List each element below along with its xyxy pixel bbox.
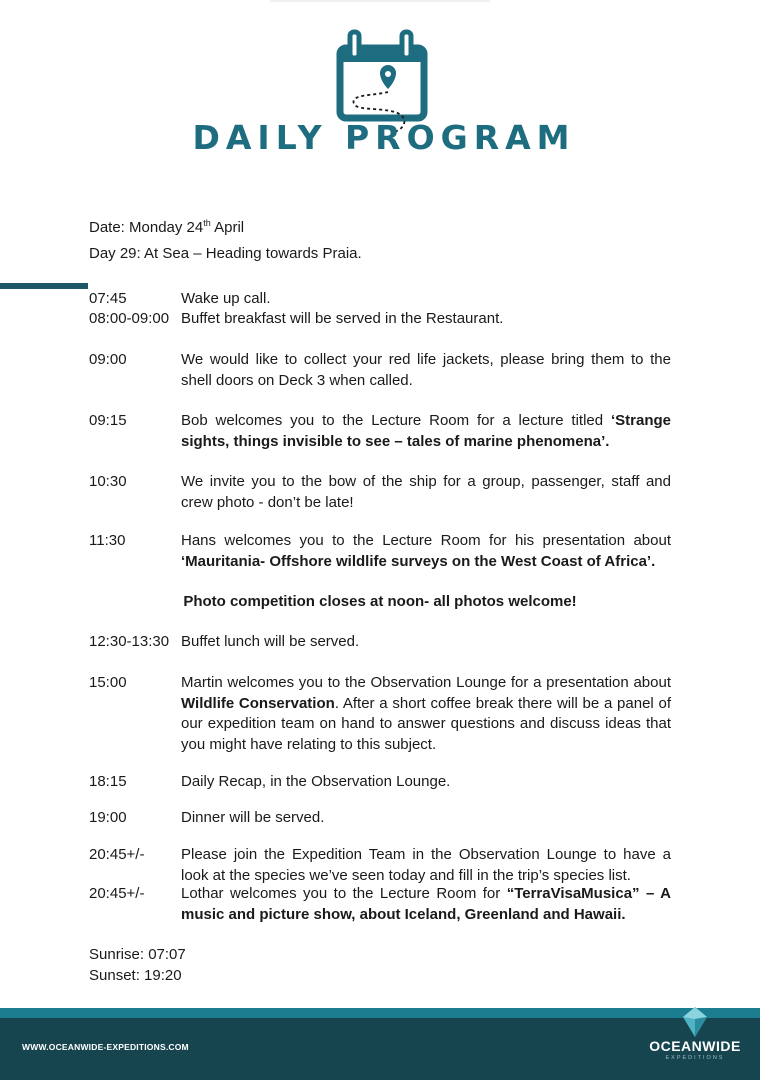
- schedule-time: 09:15: [89, 412, 127, 429]
- schedule-time: 07:45: [89, 290, 127, 307]
- schedule-time: 20:45+/-: [89, 885, 145, 902]
- brand-subtitle: EXPEDITIONS: [665, 1055, 725, 1061]
- schedule-time: 08:00-09:00: [89, 310, 170, 327]
- top-divider: [270, 0, 490, 2]
- schedule-text: Daily Recap, in the Observation Lounge.: [181, 773, 451, 790]
- footer-band: [0, 1008, 760, 1018]
- schedule-text: We invite you to the bow of the ship for a group, passenger, staff and crew photo - don’t be late!: [181, 473, 671, 511]
- schedule-row: [89, 309, 671, 330]
- schedule-row: [89, 772, 671, 793]
- sunrise-text: Sunrise: 07:07: [89, 946, 186, 963]
- footer-website-link[interactable]: WWW.OCEANWIDE-EXPEDITIONS.COM: [22, 1042, 189, 1052]
- schedule-time: 20:45+/-: [89, 846, 145, 863]
- brand-name: OCEANWIDE: [649, 1038, 741, 1054]
- accent-bar: [0, 283, 88, 289]
- oceanwide-logo-icon: [683, 1007, 707, 1037]
- page-title: DAILY PROGRAM: [192, 118, 576, 157]
- schedule-time: 12:30-13:30: [89, 633, 170, 650]
- schedule-time: 15:00: [89, 674, 127, 691]
- schedule-row: [89, 632, 671, 653]
- schedule-text: Please join the Expedition Team in the Observation Lounge to have a look at the species we’ve seen today and fill in the trip’s species list.: [181, 846, 671, 884]
- schedule-row: [89, 808, 671, 829]
- schedule-time: 09:00: [89, 351, 127, 368]
- photo-competition-notice: Photo competition closes at noon- all photos welcome!: [183, 593, 577, 610]
- schedule-row: [89, 673, 671, 755]
- schedule-text: Bob welcomes you to the Lecture Room for a lecture titled ‘Strange sights, things invisible to see – tales of marine phenomena’.: [181, 412, 671, 450]
- schedule-text: Wake up call.: [181, 290, 271, 307]
- schedule-row: [89, 472, 671, 513]
- sunset-text: Sunset: 19:20: [89, 967, 182, 984]
- schedule-time: 10:30: [89, 473, 127, 490]
- schedule-row: [89, 884, 671, 925]
- date-line: Date: Monday 24th April: [89, 218, 245, 236]
- schedule-row: [89, 411, 671, 452]
- schedule-row: [89, 289, 671, 310]
- schedule-time: 11:30: [89, 532, 126, 549]
- footer: [0, 1018, 760, 1080]
- schedule-row: [89, 845, 671, 886]
- schedule-time: 18:15: [89, 773, 127, 790]
- schedule-text: Dinner will be served.: [181, 809, 325, 826]
- schedule-row: [89, 350, 671, 391]
- schedule-text: Martin welcomes you to the Observation Lounge for a presentation about Wildlife Conservation. After a short coffee break there will be a panel of our expedition team on hand to answer questions and discuss ideas that you might have relating to this subject.: [181, 674, 672, 753]
- schedule-text: We would like to collect your red life jackets, please bring them to the shell doors on Deck 3 when called.: [181, 351, 671, 389]
- schedule-text: Buffet breakfast will be served in the Restaurant.: [181, 310, 504, 327]
- day-line: Day 29: At Sea – Heading towards Praia.: [89, 245, 362, 262]
- schedule-text: Hans welcomes you to the Lecture Room for his presentation about ‘Mauritania- Offshore wildlife surveys on the West Coast of Africa’.: [181, 532, 671, 570]
- schedule-row: [89, 531, 671, 572]
- schedule-text: Lothar welcomes you to the Lecture Room for “TerraVisaMusica” – A music and picture show, about Iceland, Greenland and Hawaii.: [181, 885, 671, 923]
- schedule-time: 19:00: [89, 809, 127, 826]
- schedule-text: Buffet lunch will be served.: [181, 633, 360, 650]
